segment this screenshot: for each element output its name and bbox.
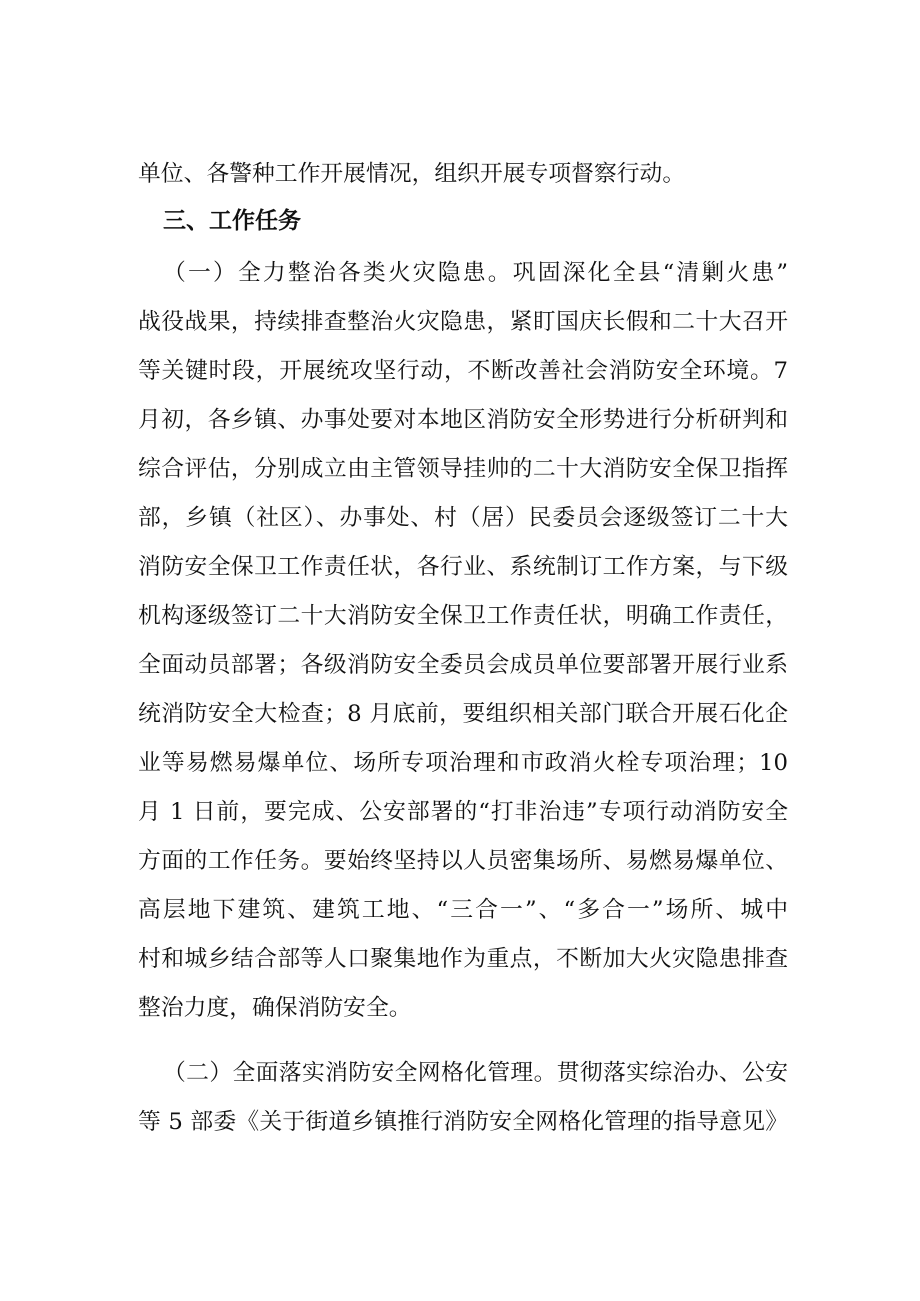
section-heading: 三、工作任务 (163, 208, 301, 234)
text-line: 机构逐级签订二十大消防安全保卫工作责任状，明确工作责任， (138, 603, 788, 629)
text-line: 单位、各警种工作开展情况，组织开展专项督察行动。 (138, 161, 686, 187)
text-line: 整治力度，确保消防安全。 (138, 995, 412, 1021)
text-line: 全面动员部署；各级消防安全委员会成员单位要部署开展行业系 (138, 652, 788, 678)
text-line: 消防安全保卫工作责任状，各行业、系统制订工作方案，与下级 (138, 554, 788, 580)
text-line: 综合评估，分别成立由主管领导挂帅的二十大消防安全保卫指挥 (138, 456, 788, 482)
text-line: 部，乡镇（社区）、办事处、村（居）民委员会逐级签订二十大 (138, 505, 788, 531)
text-line: 月 1 日前，要完成、公安部署的“打非治违”专项行动消防安全 (138, 799, 788, 825)
text-line: 战役战果，持续排查整治火灾隐患，紧盯国庆长假和二十大召开 (138, 309, 788, 335)
text-line: 月初，各乡镇、办事处要对本地区消防安全形势进行分析研判和 (138, 407, 788, 433)
text-line: 高层地下建筑、建筑工地、“三合一”、“多合一”场所、城中 (138, 897, 788, 923)
text-line: 等关键时段，开展统攻坚行动，不断改善社会消防安全环境。7 (138, 358, 788, 384)
text-line: 业等易燃易爆单位、场所专项治理和市政消火栓专项治理；10 (138, 750, 788, 776)
text-line: （二）全面落实消防安全网格化管理。贯彻落实综治办、公安 (163, 1060, 788, 1086)
text-line: 方面的工作任务。要始终坚持以人员密集场所、易燃易爆单位、 (138, 848, 788, 874)
text-line: （一）全力整治各类火灾隐患。巩固深化全县“清剿火患” (163, 260, 788, 286)
text-line: 等 5 部委《关于街道乡镇推行消防安全网格化管理的指导意见》 (138, 1109, 788, 1135)
text-line: 村和城乡结合部等人口聚集地作为重点，不断加大火灾隐患排查 (138, 946, 788, 972)
text-line: 统消防安全大检查；8 月底前，要组织相关部门联合开展石化企 (138, 701, 788, 727)
